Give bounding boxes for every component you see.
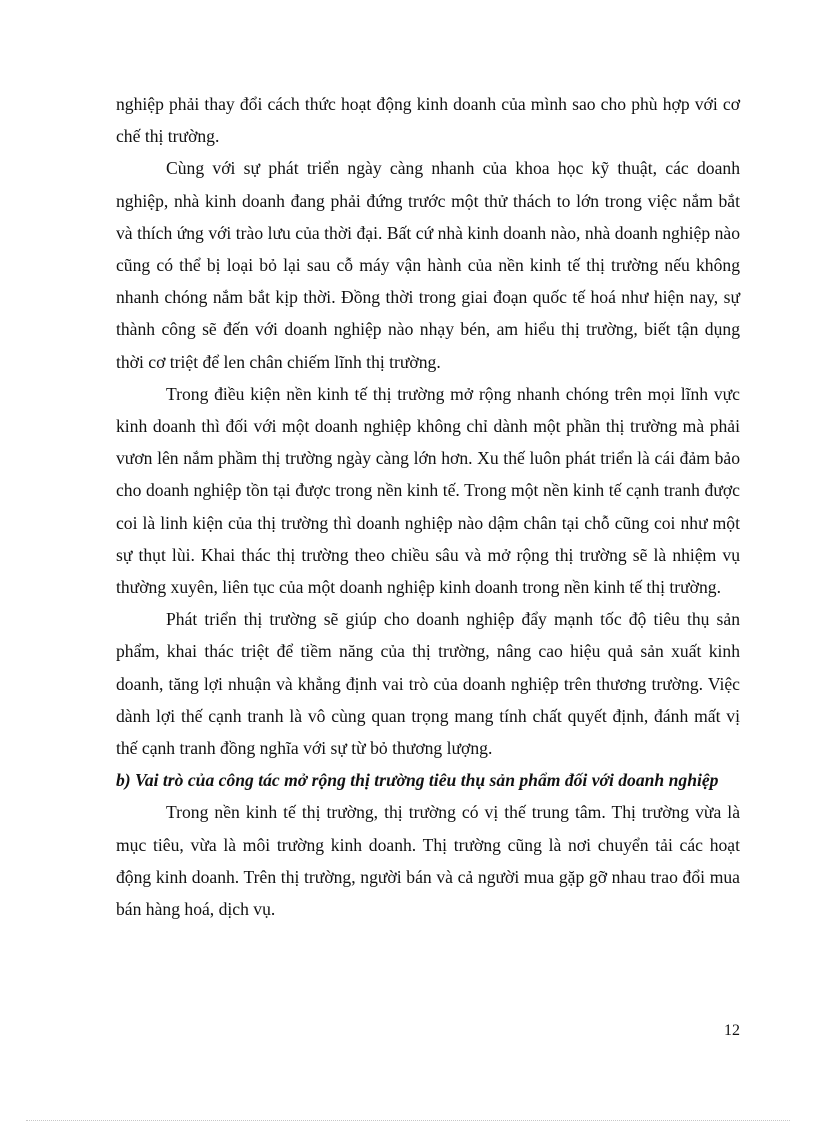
paragraph-market-expansion: Trong điều kiện nền kinh tế thị trường mở rộng nhanh chóng trên mọi lĩnh vực kinh doanh thì đối với một doanh nghiệp không chỉ dành một phần thị trường mà phải vươn lên nắm phầm thị trường ngày càng lớn hơn. Xu thế luôn phát triển là cái đảm bảo cho doanh nghiệp tồn tại được trong nền kinh tế. Trong một nền kinh tế cạnh tranh được coi là linh kiện của thị trường thì doanh nghiệp nào dậm chân tại chỗ cũng coi như một sự thụt lùi. Khai thác thị trường theo chiều sâu và mở rộng thị trường sẽ là nhiệm vụ thường xuyên, liên tục của một doanh nghiệp kinh doanh trong nền kinh tế thị trường.	[116, 383, 740, 598]
paragraph-continuation: nghiệp phải thay đổi cách thức hoạt động kinh doanh của mình sao cho phù hợp với cơ chế thị trường.	[116, 94, 740, 147]
section-heading: b) Vai trò của công tác mở rộng thị trường tiêu thụ sản phẩm đối với doanh nghiệp	[116, 770, 719, 791]
paragraph-technology-development: Cùng với sự phát triển ngày càng nhanh của khoa học kỹ thuật, các doanh nghiệp, nhà kinh doanh đang phải đứng trước một thử thách to lớn trong việc nắm bắt và thích ứng với trào lưu của thời đại. Bất cứ nhà kinh doanh nào, nhà doanh nghiệp nào cũng có thể bị loại bỏ lại sau cỗ máy vận hành của nền kinh tế thị trường nếu không nhanh chóng nắm bắt kịp thời. Đồng thời trong giai đoạn quốc tế hoá như hiện nay, sự thành công sẽ đến với doanh nghiệp nào nhạy bén, am hiểu thị trường, biết tận dụng thời cơ triệt để len chân chiếm lĩnh thị trường.	[116, 158, 740, 372]
paragraph-market-development: Phát triển thị trường sẽ giúp cho doanh nghiệp đẩy mạnh tốc độ tiêu thụ sản phẩm, khai thác triệt để tiềm năng của thị trường, nâng cao hiệu quả sản xuất kinh doanh, tăng lợi nhuận và khẳng định vai trò của doanh nghiệp trên thương trường. Việc dành lợi thế cạnh tranh là vô cùng quan trọng mang tính chất quyết định, đánh mất vị thế cạnh tranh đồng nghĩa với sự từ bỏ thương lượng.	[116, 609, 740, 759]
page-number: 12	[724, 1022, 740, 1039]
paragraph-market-role: Trong nền kinh tế thị trường, thị trường có vị thế trung tâm. Thị trường vừa là mục tiêu, vừa là môi trường kinh doanh. Thị trường cũng là nơi chuyển tải các hoạt động kinh doanh. Trên thị trường, người bán và cả người mua gặp gỡ nhau trao đổi mua bán hàng hoá, dịch vụ.	[116, 802, 740, 920]
page-bottom-divider	[26, 1120, 790, 1121]
document-body	[116, 88, 740, 925]
